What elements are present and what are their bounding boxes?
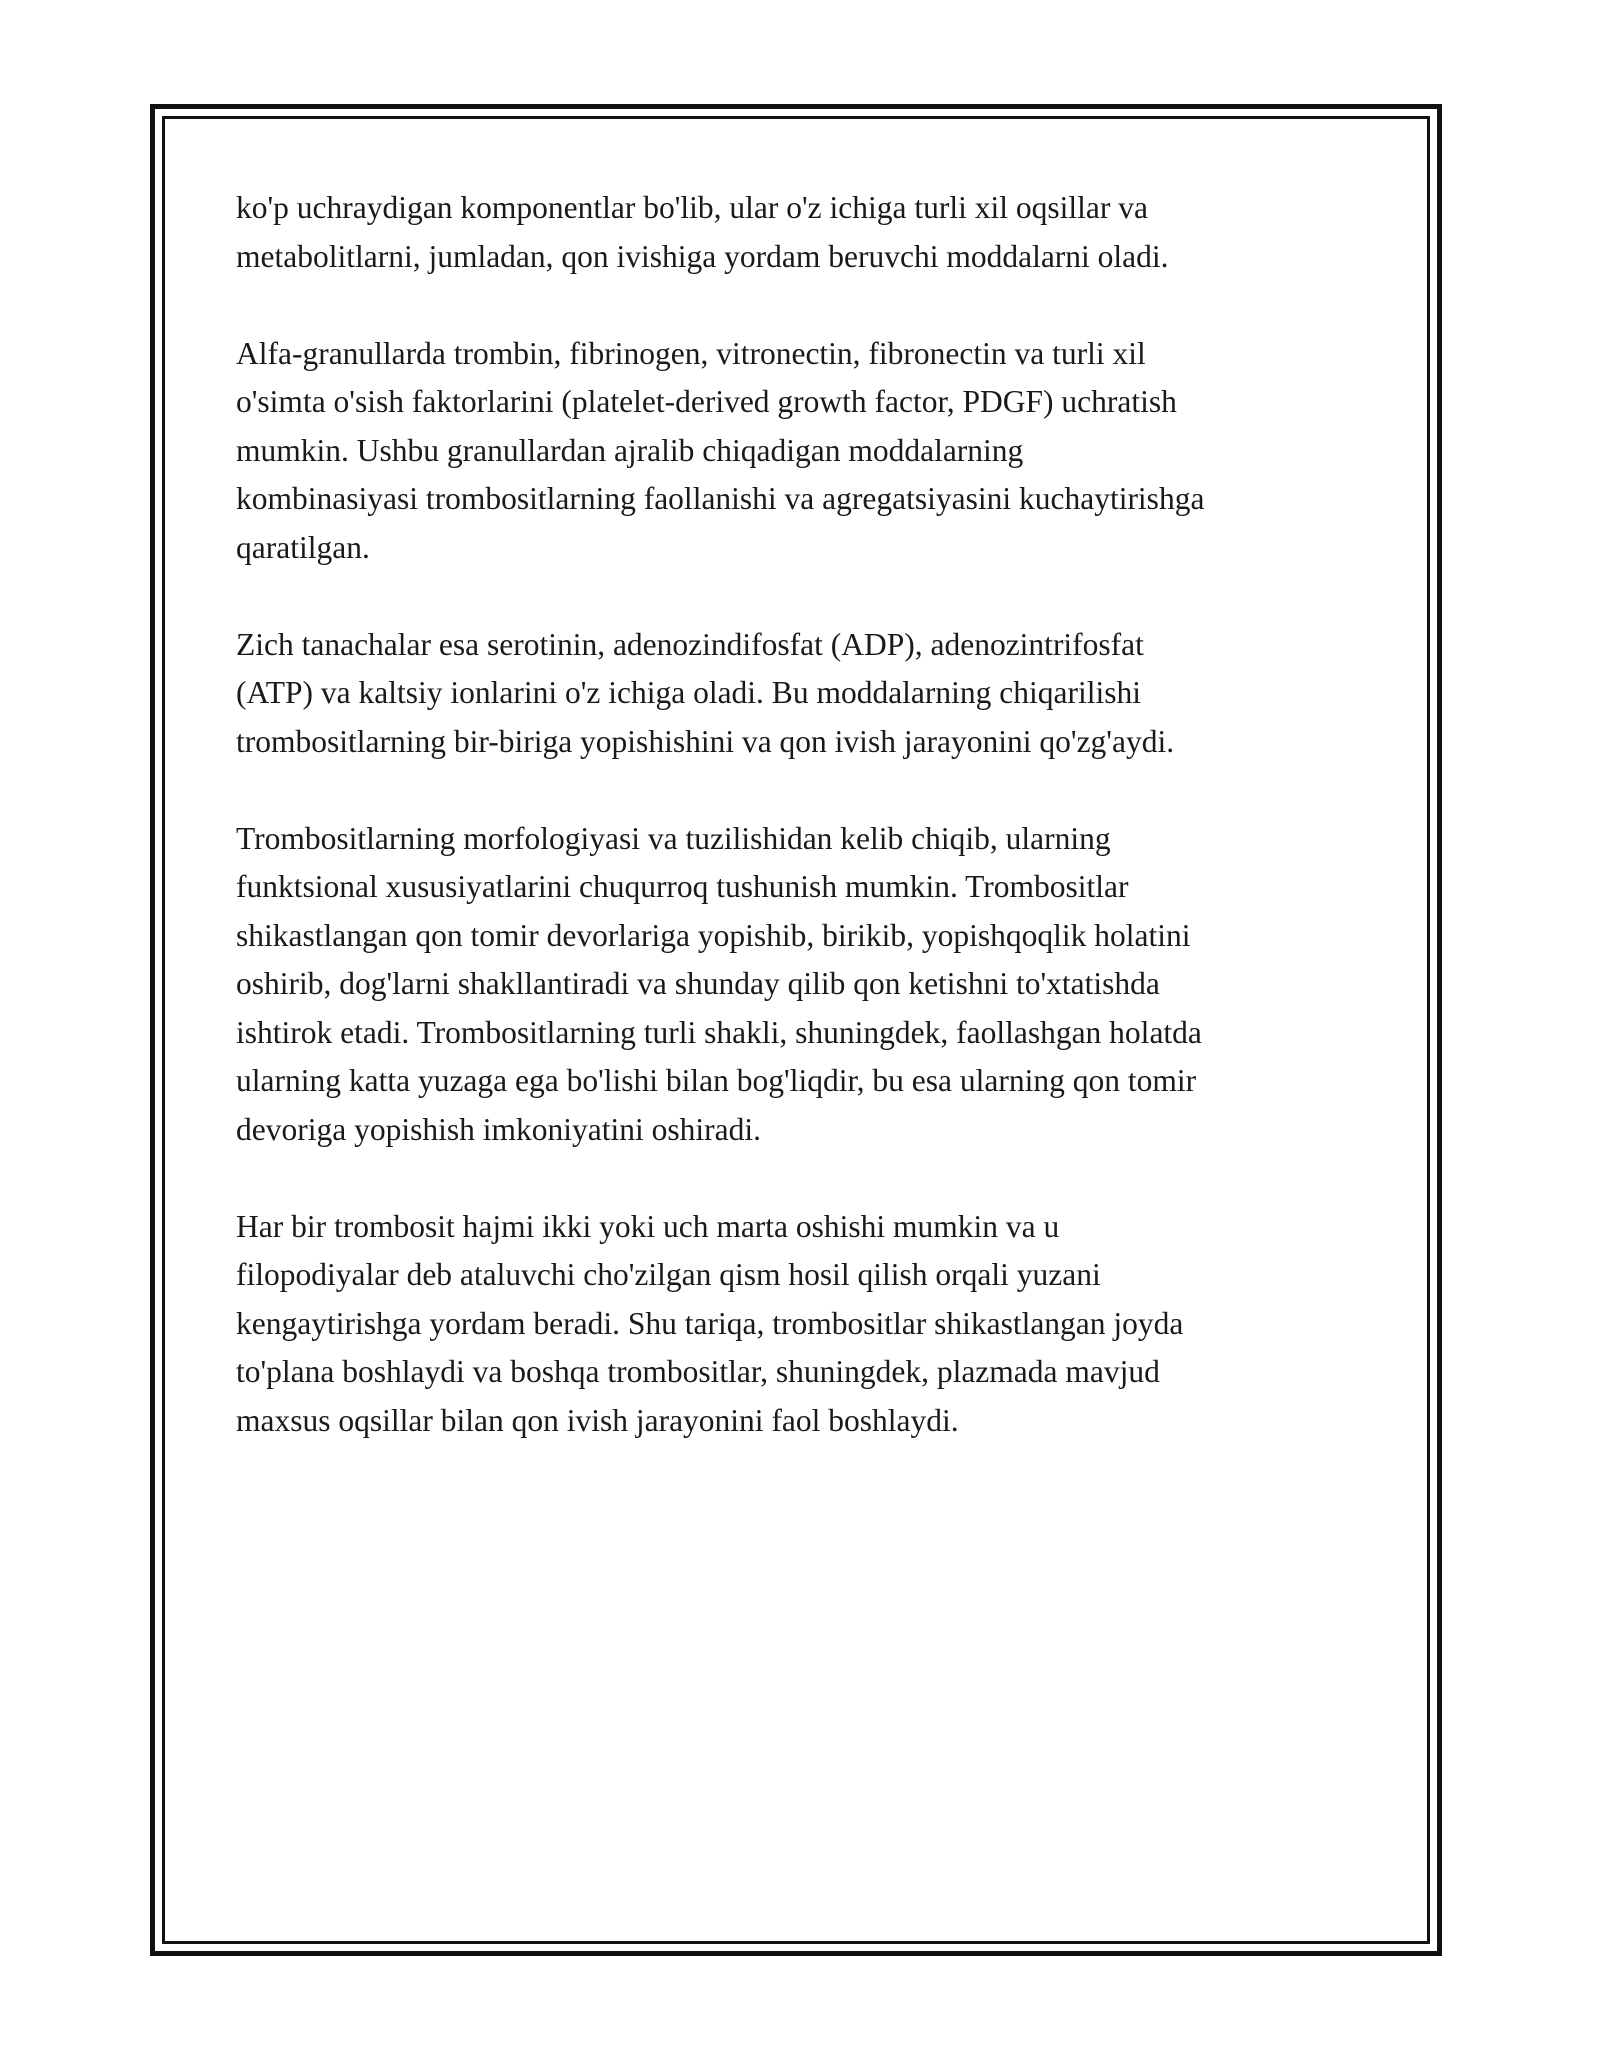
paragraph-2: Alfa-granullarda trombin, fibrinogen, vitronectin, fibronectin va turli xil o'simta o'sish faktorlarini (platelet-derived growth factor, PDGF) uchratish mumkin. Ushbu granullardan ajralib chiqadigan moddalarning kombinasiyasi trombositlarning faollanishi va agregatsiyasini kuchaytirishga qaratilgan. xyxy=(236,335,1205,565)
paragraph-1: ko'p uchraydigan komponentlar bo'lib, ular o'z ichiga turli xil oqsillar va metabolitlarni, jumladan, qon ivishiga yordam beruvchi moddalarni oladi. xyxy=(236,190,1169,274)
document-body xyxy=(236,184,1376,1494)
paragraph-4: Trombositlarning morfologiyasi va tuzilishidan kelib chiqib, ularning funktsional xususiyatlarini chuqurroq tushunish mumkin. Trombositlar shikastlangan qon tomir devorlariga yopishib, birikib, yopishqoqlik holatini oshirib, dog'larni shakllantiradi va shunday qilib qon ketishni to'xtatishda ishtirok etadi. Trombositlarning turli shakli, shuningdek, faollashgan holatda ularning katta yuzaga ega bo'lishi bilan bog'liqdir, bu esa ularning qon tomir devoriga yopishish imkoniyatini oshiradi. xyxy=(236,820,1202,1147)
paragraph-5: Har bir trombosit hajmi ikki yoki uch marta oshishi mumkin va u filopodiyalar deb ataluvchi cho'zilgan qism hosil qilish orqali yuzani kengaytirishga yordam beradi. Shu tariqa, trombositlar shikastlangan joyda to'plana boshlaydi va boshqa trombositlar, shuningdek, plazmada mavjud maxsus oqsillar bilan qon ivish jarayonini faol boshlaydi. xyxy=(236,1208,1184,1438)
paragraph-3: Zich tanachalar esa serotinin, adenozindifosfat (ADP), adenozintrifosfat (ATP) va kaltsiy ionlarini o'z ichiga oladi. Bu moddalarning chiqarilishi trombositlarning bir-biriga yopishishini va qon ivish jarayonini qo'zg'aydi. xyxy=(236,626,1175,759)
